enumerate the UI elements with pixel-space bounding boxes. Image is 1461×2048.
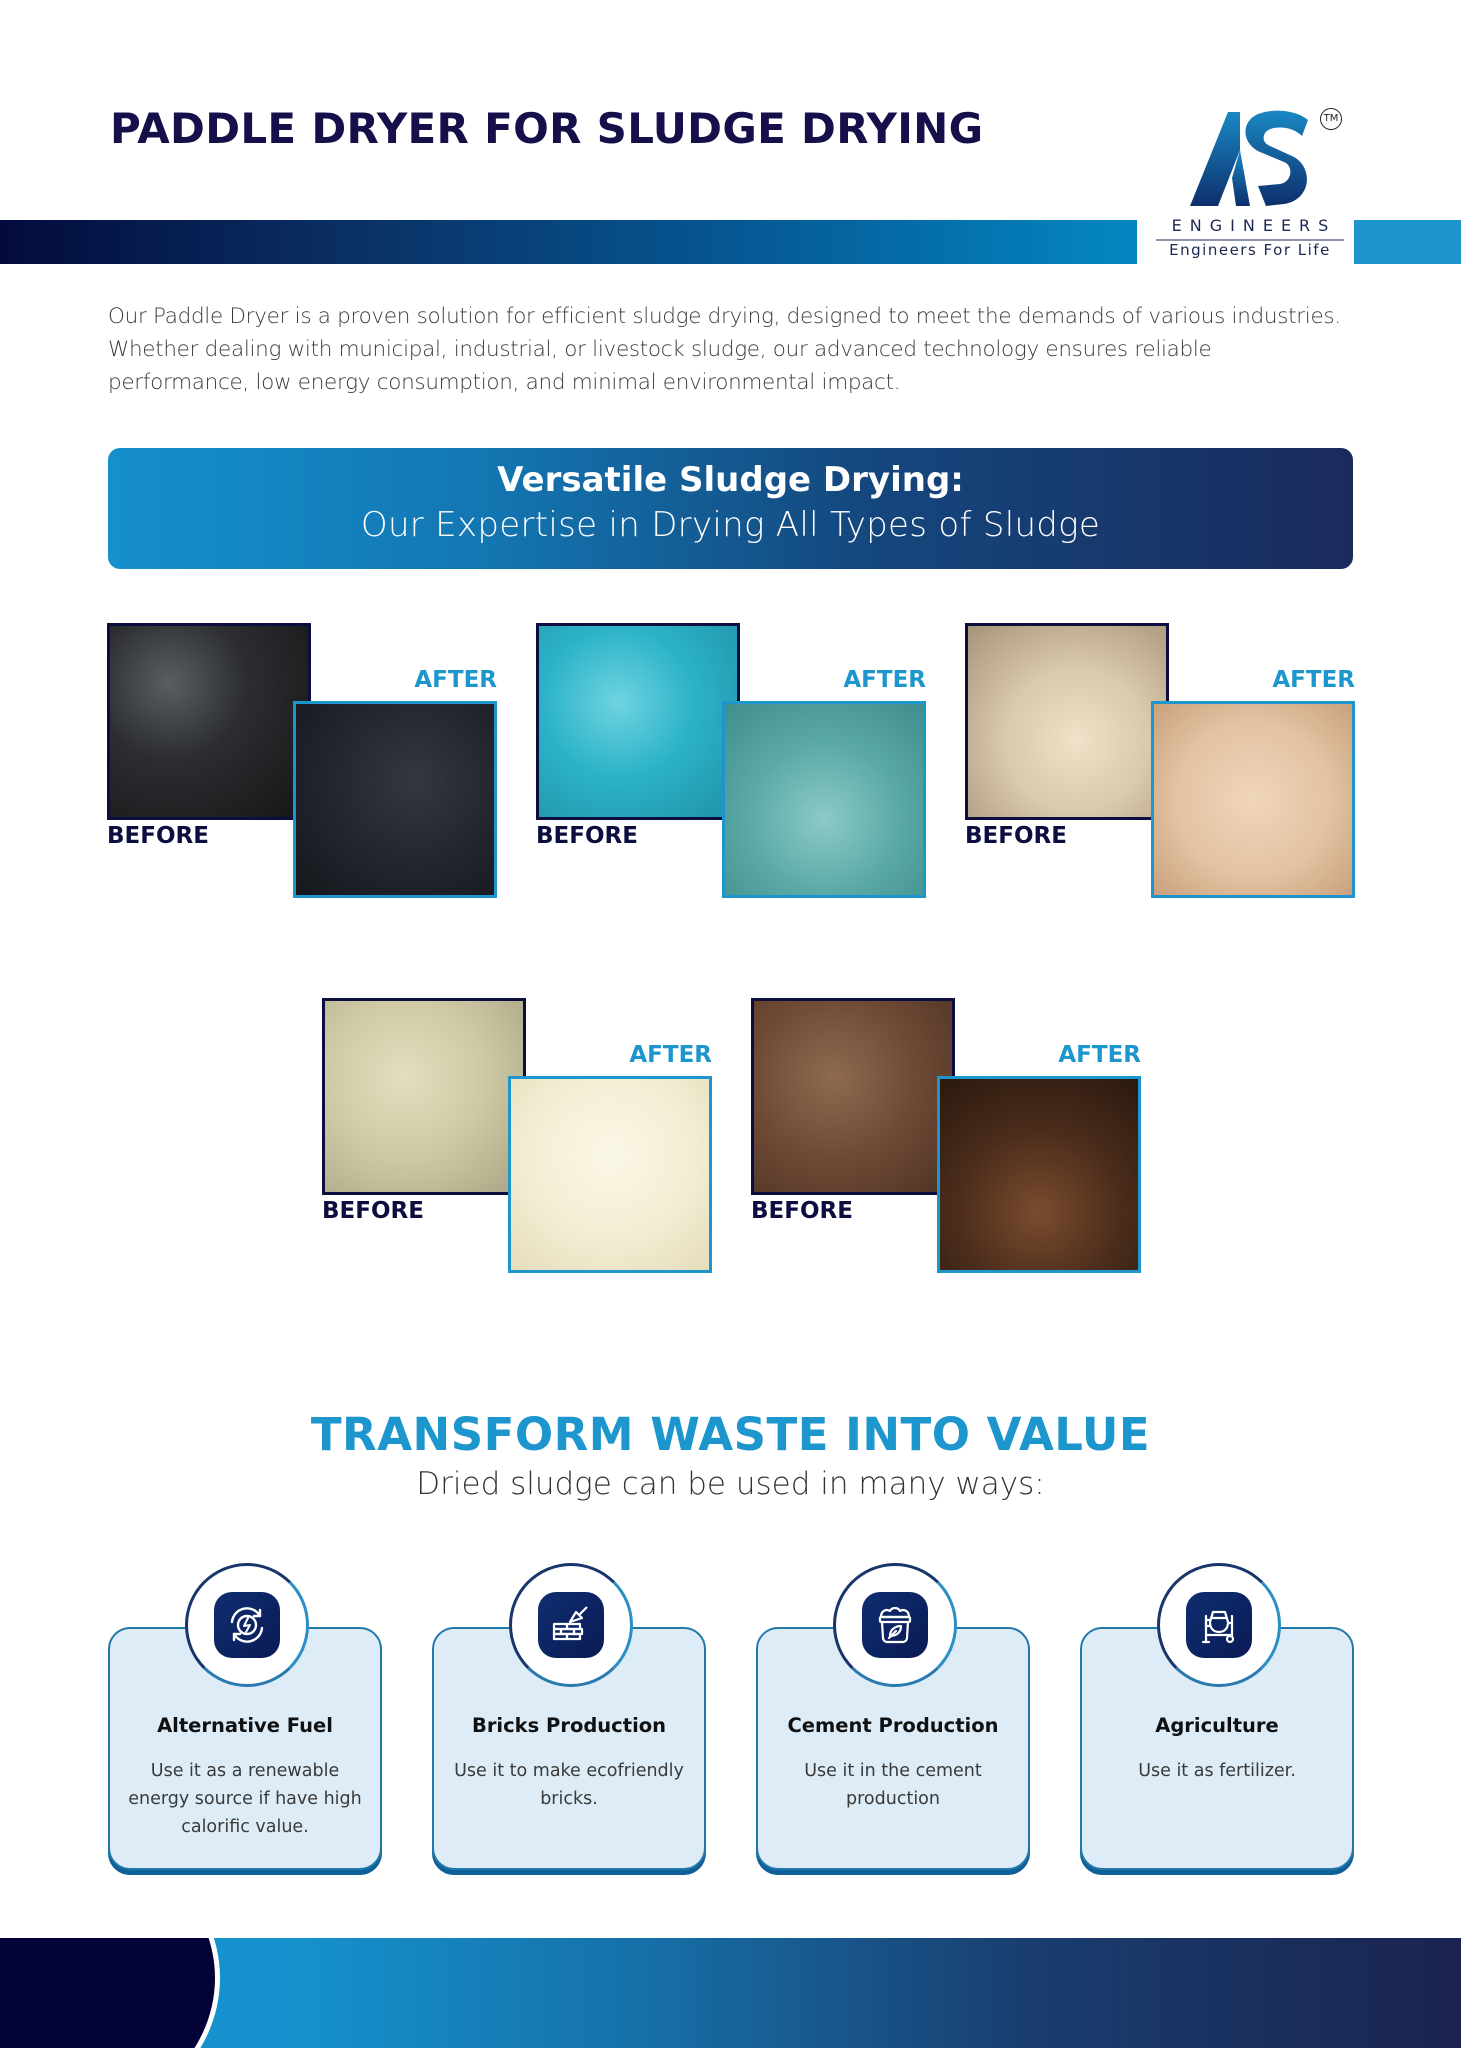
- cement-bag-icon: [862, 1592, 928, 1658]
- comparison-cyan-sludge: [536, 623, 928, 899]
- card-title: Cement Production: [787, 1714, 999, 1737]
- footer-dark-shape: [0, 1938, 220, 2048]
- comparison-brown-sludge: [751, 998, 1143, 1274]
- icon-circle: [509, 1563, 633, 1687]
- after-image: [508, 1076, 712, 1273]
- comparison-pale-sludge: [322, 998, 714, 1274]
- after-image: [1151, 701, 1355, 898]
- comparison-black-sludge: [107, 623, 499, 899]
- use-card-cement-production: [756, 1627, 1030, 1870]
- after-image: [722, 701, 926, 898]
- mixer-icon: [1186, 1592, 1252, 1658]
- as-logo-mark-icon: [1188, 106, 1322, 208]
- card-title: Agriculture: [1155, 1714, 1279, 1737]
- use-card-bricks-production: [432, 1627, 706, 1870]
- banner-title: Versatile Sludge Drying:: [497, 460, 964, 500]
- intro-paragraph: Our Paddle Dryer is a proven solution for efficient sludge drying, designed to meet the demands of various industries. Whether dealing with municipal, industrial, or livestock sludge, our advanced technology ensures reliable performance, low energy consumption, and minimal environmental impact.: [108, 304, 1341, 395]
- before-image: [751, 998, 955, 1195]
- after-label: AFTER: [1058, 1042, 1141, 1068]
- card-description: Use it as fertilizer.: [1138, 1761, 1296, 1781]
- before-image: [322, 998, 526, 1195]
- after-label: AFTER: [843, 667, 926, 693]
- value-section-title: TRANSFORM WASTE INTO VALUE: [310, 1408, 1151, 1461]
- icon-circle: [185, 1563, 309, 1687]
- before-image: [536, 623, 740, 820]
- icon-circle: [1157, 1563, 1281, 1687]
- icon-circle: [833, 1563, 957, 1687]
- after-label: AFTER: [414, 667, 497, 693]
- logo-wordmark: ENGINEERS: [1171, 216, 1337, 235]
- after-label: AFTER: [629, 1042, 712, 1068]
- before-image: [965, 623, 1169, 820]
- card-description: Use it in the cement production: [804, 1761, 982, 1809]
- before-image: [107, 623, 311, 820]
- before-label: BEFORE: [322, 1198, 424, 1224]
- page-title: PADDLE DRYER FOR SLUDGE DRYING: [110, 104, 984, 153]
- use-card-alternative-fuel: [108, 1627, 382, 1870]
- header-gradient-bar: [0, 220, 1137, 264]
- comparison-beige-sludge: [965, 623, 1357, 899]
- before-label: BEFORE: [536, 823, 638, 849]
- footer-gradient-band: [0, 1938, 1461, 2048]
- card-title: Alternative Fuel: [157, 1714, 333, 1737]
- card-description: Use it as a renewable energy source if have high calorific value.: [128, 1761, 362, 1837]
- card-description: Use it to make ecofriendly bricks.: [454, 1761, 684, 1809]
- before-label: BEFORE: [107, 823, 209, 849]
- after-image: [293, 701, 497, 898]
- renewable-energy-icon: [214, 1592, 280, 1658]
- header-bar-right-segment: [1354, 220, 1461, 264]
- card-title: Bricks Production: [471, 1714, 667, 1737]
- banner-subtitle: Our Expertise in Drying All Types of Sludge: [360, 505, 1101, 545]
- before-label: BEFORE: [965, 823, 1067, 849]
- value-section-subtitle: Dried sludge can be used in many ways:: [416, 1466, 1045, 1502]
- company-logo: [1150, 100, 1350, 270]
- trademark-symbol: TM: [1320, 108, 1342, 130]
- brick-trowel-icon: [538, 1592, 604, 1658]
- before-label: BEFORE: [751, 1198, 853, 1224]
- versatile-banner: [108, 448, 1353, 569]
- after-image: [937, 1076, 1141, 1273]
- logo-tagline: Engineers For Life: [1169, 241, 1331, 259]
- after-label: AFTER: [1272, 667, 1355, 693]
- use-card-agriculture: [1080, 1627, 1354, 1870]
